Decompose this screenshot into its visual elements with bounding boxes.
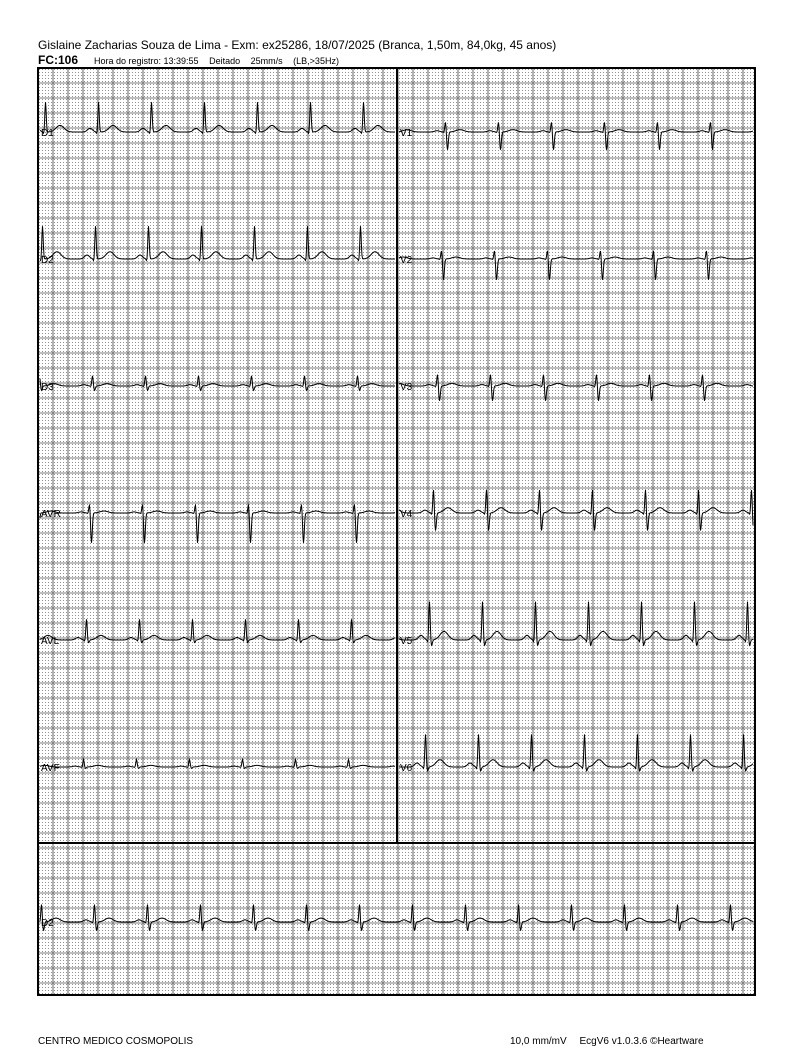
record-time: Hora do registro: 13:39:55 xyxy=(94,56,199,66)
software-version: EcgV6 v1.0.3.6 ©Heartware xyxy=(579,1036,704,1047)
lead-label-avr: AVR xyxy=(41,509,61,520)
lead-label-d3: D3 xyxy=(41,382,54,393)
lead-label-d2: D2 xyxy=(41,255,54,266)
patient-info: Gislaine Zacharias Souza de Lima - Exm: ex25286, 18/07/2025 (Branca, 1,50m, 84,0kg, 45 anos) xyxy=(38,38,557,52)
lead-label-v2: V2 xyxy=(400,255,413,266)
filter-setting: (LB,>35Hz) xyxy=(293,56,339,66)
lead-label-d1: D1 xyxy=(41,128,54,139)
footer-info xyxy=(510,1036,714,1047)
lead-label-v5: V5 xyxy=(400,636,413,647)
lead-label-v3: V3 xyxy=(400,382,413,393)
heart-rate: FC:106 xyxy=(38,53,79,67)
lead-label-avl: AVL xyxy=(41,636,60,647)
lead-label-v6: V6 xyxy=(400,763,413,774)
lead-label-avf: AVF xyxy=(41,763,60,774)
paper-speed: 25mm/s xyxy=(250,56,283,66)
clinic-name: CENTRO MEDICO COSMOPOLIS xyxy=(38,1036,194,1047)
lead-label-v1: V1 xyxy=(400,128,413,139)
lead-label-v4: V4 xyxy=(400,509,413,520)
gain-setting: 10,0 mm/mV xyxy=(510,1036,567,1047)
lead-label-d2: D2 xyxy=(41,918,54,929)
patient-position: Deitado xyxy=(209,56,241,66)
